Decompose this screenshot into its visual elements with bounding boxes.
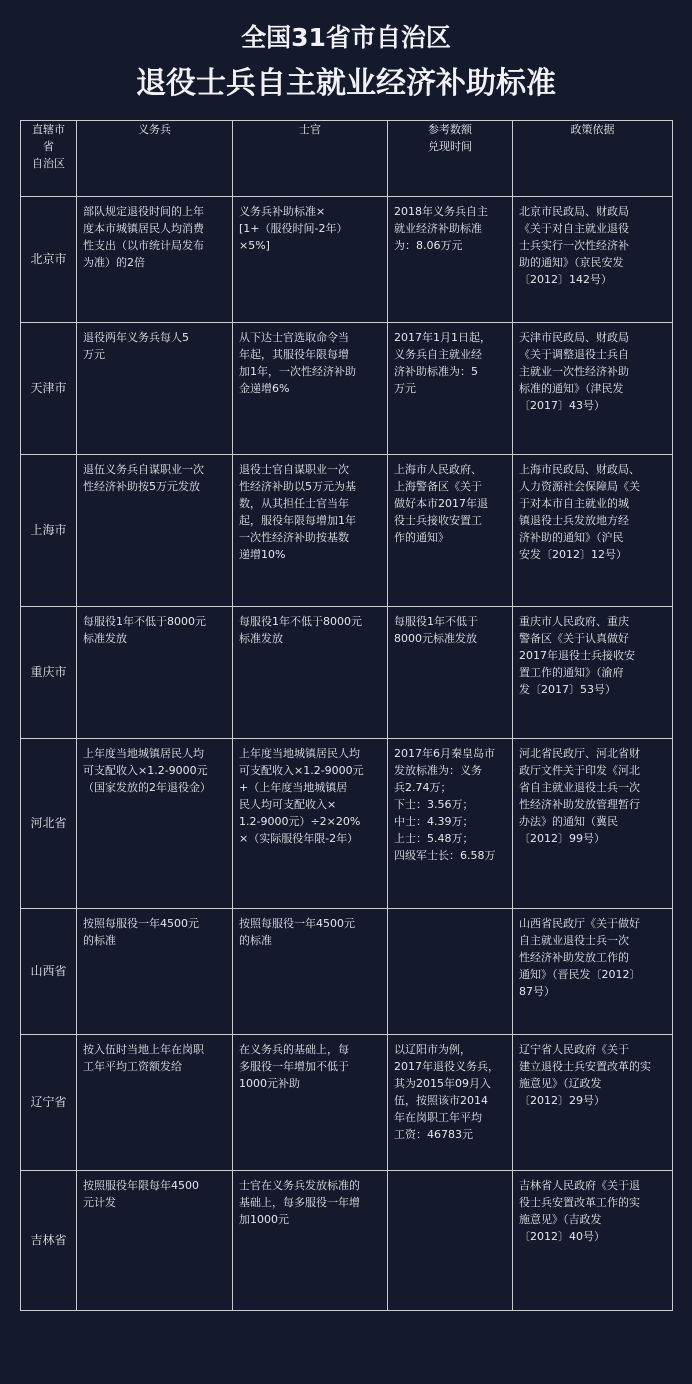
- table-row: [21, 323, 673, 455]
- table-row: [21, 197, 673, 323]
- reference-cell: 每服役1年不低于 8000元标准发放: [388, 607, 513, 739]
- reference-cell: [388, 1171, 513, 1311]
- title-block: [0, 0, 692, 110]
- reference-cell: [388, 909, 513, 1035]
- table-header-row: [21, 121, 673, 197]
- basis-cell: 辽宁省人民政府《关于 建立退役士兵安置改革的实 施意见》（辽政发 〔2012〕29号）: [513, 1035, 673, 1171]
- header-conscript: 义务兵: [77, 121, 233, 197]
- nco-cell: 按照每服役一年4500元 的标准: [233, 909, 388, 1035]
- reference-cell: 2017年1月1日起， 义务兵自主就业经 济补助标准为：5 万元: [388, 323, 513, 455]
- reference-cell: 2018年义务兵自主 就业经济补助标准 为：8.06万元: [388, 197, 513, 323]
- title-line-2: 退役士兵自主就业经济补助标准: [136, 66, 556, 101]
- region-cell: 辽宁省: [21, 1035, 77, 1171]
- header-nco: 士官: [233, 121, 388, 197]
- subsidy-standards-table: [20, 120, 673, 1311]
- basis-cell: 天津市民政局、财政局 《关于调整退役士兵自 主就业一次性经济补助 标准的通知》（津民发 〔2017〕43号）: [513, 323, 673, 455]
- table-row: [21, 1171, 673, 1311]
- header-region: 直辖市 省 自治区: [21, 121, 77, 197]
- conscript-cell: 部队规定退役时间的上年 度本市城镇居民人均消费 性支出（以市统计局发布 为准）的2倍: [77, 197, 233, 323]
- conscript-cell: 每服役1年不低于8000元 标准发放: [77, 607, 233, 739]
- reference-cell: 上海市人民政府、 上海警备区《关于 做好本市2017年退 役士兵接收安置工 作的通知》: [388, 455, 513, 607]
- nco-cell: 每服役1年不低于8000元 标准发放: [233, 607, 388, 739]
- region-cell: 上海市: [21, 455, 77, 607]
- title-line-1: 全国31省市自治区: [241, 23, 451, 52]
- table-row: [21, 739, 673, 909]
- nco-cell: 上年度当地城镇居民人均 可支配收入×1.2-9000元 +（上年度当地城镇居 民人均可支配收入× 1.2-9000元）÷2×20% ×（实际服役年限-2年）: [233, 739, 388, 909]
- table-row: [21, 1035, 673, 1171]
- reference-cell: 以辽阳市为例， 2017年退役义务兵， 其为2015年09月入 伍，按照该市2014 年在岗职工年平均 工资：46783元: [388, 1035, 513, 1171]
- basis-cell: 上海市民政局、财政局、 人力资源社会保障局《关 于对本市自主就业的城 镇退役士兵发放地方经 济补助的通知》（沪民 安发〔2012〕12号）: [513, 455, 673, 607]
- conscript-cell: 退伍义务兵自谋职业一次 性经济补助按5万元发放: [77, 455, 233, 607]
- region-cell: 河北省: [21, 739, 77, 909]
- basis-cell: 河北省民政厅、河北省财 政厅文件关于印发《河北 省自主就业退役士兵一次 性经济补助发放管理暂行 办法》的通知（冀民 〔2012〕99号）: [513, 739, 673, 909]
- table-row: [21, 909, 673, 1035]
- nco-cell: 退役士官自谋职业一次 性经济补助以5万元为基 数，从其担任士官当年 起，服役年限每增加1年 一次性经济补助按基数 递增10%: [233, 455, 388, 607]
- basis-cell: 北京市民政局、财政局 《关于对自主就业退役 士兵实行一次性经济补 助的通知》（京民安发 〔2012〕142号）: [513, 197, 673, 323]
- conscript-cell: 按照服役年限每年4500 元计发: [77, 1171, 233, 1311]
- conscript-cell: 退役两年义务兵每人5 万元: [77, 323, 233, 455]
- region-cell: 天津市: [21, 323, 77, 455]
- region-cell: 山西省: [21, 909, 77, 1035]
- reference-cell: 2017年6月秦皇岛市 发放标准为：义务 兵2.74万； 下士：3.56万； 中士：4.39万； 上士：5.48万； 四级军士长：6.58万: [388, 739, 513, 909]
- basis-cell: 吉林省人民政府《关于退 役士兵安置改革工作的实 施意见》（吉政发 〔2012〕40号）: [513, 1171, 673, 1311]
- nco-cell: 士官在义务兵发放标准的 基础上，每多服役一年增 加1000元: [233, 1171, 388, 1311]
- conscript-cell: 按入伍时当地上年在岗职 工年平均工资额发给: [77, 1035, 233, 1171]
- header-reference: 参考数额 兑现时间: [388, 121, 513, 197]
- basis-cell: 重庆市人民政府、重庆 警备区《关于认真做好 2017年退役士兵接收安 置工作的通知》（渝府 发〔2017〕53号）: [513, 607, 673, 739]
- region-cell: 吉林省: [21, 1171, 77, 1311]
- table-row: [21, 455, 673, 607]
- conscript-cell: 按照每服役一年4500元 的标准: [77, 909, 233, 1035]
- region-cell: 重庆市: [21, 607, 77, 739]
- nco-cell: 从下达士官选取命令当 年起，其服役年限每增 加1年，一次性经济补助 金递增6%: [233, 323, 388, 455]
- table-row: [21, 607, 673, 739]
- nco-cell: 义务兵补助标准× [1+（服役时间-2年） ×5%]: [233, 197, 388, 323]
- conscript-cell: 上年度当地城镇居民人均 可支配收入×1.2-9000元 （国家发放的2年退役金）: [77, 739, 233, 909]
- region-cell: 北京市: [21, 197, 77, 323]
- basis-cell: 山西省民政厅《关于做好 自主就业退役士兵一次 性经济补助发放工作的 通知》（晋民发〔2012〕 87号）: [513, 909, 673, 1035]
- header-basis: 政策依据: [513, 121, 673, 197]
- nco-cell: 在义务兵的基础上，每 多服役一年增加不低于 1000元补助: [233, 1035, 388, 1171]
